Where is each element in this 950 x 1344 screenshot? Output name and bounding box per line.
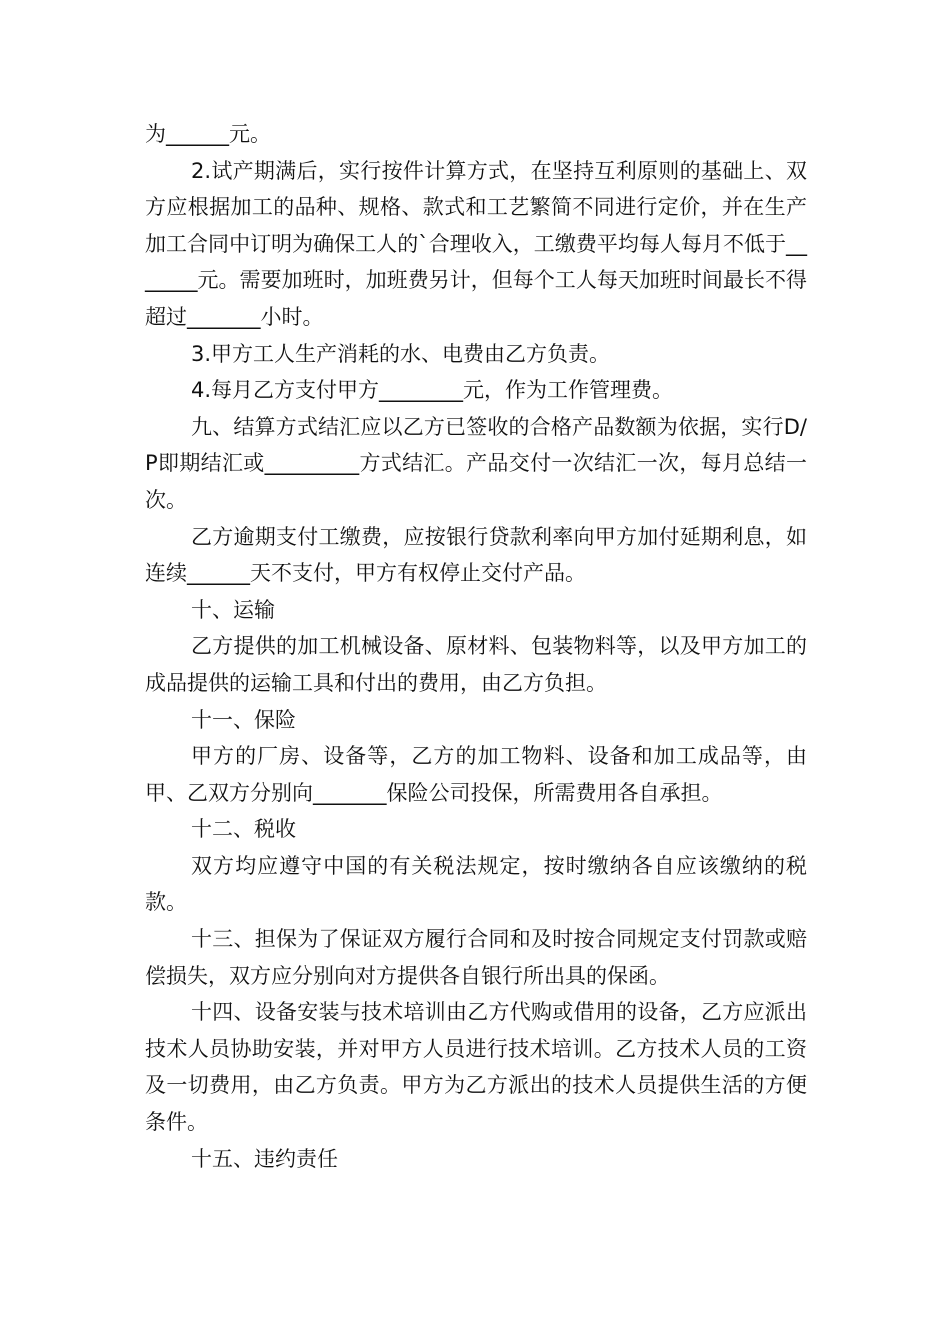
heading-liability: 十五、违约责任 bbox=[191, 1146, 338, 1171]
paragraph-guarantee: 十三、担保为了保证双方履行合同和及时按合同规定支付罚款或赔偿损失，双方应分别向对方提供各自银行所出具的保函。 bbox=[145, 927, 807, 988]
document-page bbox=[145, 116, 807, 1177]
heading-insurance: 十一、保险 bbox=[191, 707, 296, 732]
heading-transport: 十、运输 bbox=[191, 597, 275, 622]
paragraph-amount-continued: 为______元。 bbox=[145, 122, 271, 146]
paragraph-piece-rate: 2.试产期满后，实行按件计算方式，在坚持互利原则的基础上、双方应根据加工的品种、规格、款式和工艺繁简不同进行定价，并在生产加工合同中订明为确保工人的`合理收入，工缴费平均每人每月不低于_______元。需要加班时，加班费另计，但每个工人每天加班时间最长不得超过_______小时。 bbox=[145, 158, 807, 329]
heading-tax: 十二、税收 bbox=[191, 817, 296, 842]
paragraph-equipment-training: 十四、设备安装与技术培训由乙方代购或借用的设备，乙方应派出技术人员协助安装，并对甲方人员进行技术培训。乙方技术人员的工资及一切费用，由乙方负责。甲方为乙方派出的技术人员提供生活的方便条件。 bbox=[145, 1000, 807, 1135]
paragraph-settlement: 九、结算方式结汇应以乙方已签收的合格产品数额为依据，实行D/P即期结汇或_________方式结汇。产品交付一次结汇一次，每月总结一次。 bbox=[145, 414, 807, 512]
paragraph-late-payment: 乙方逾期支付工缴费，应按银行贷款利率向甲方加付延期利息，如连续______天不支付，甲方有权停止交付产品。 bbox=[145, 524, 807, 586]
paragraph-tax: 双方均应遵守中国的有关税法规定，按时缴纳各自应该缴纳的税款。 bbox=[145, 853, 807, 915]
paragraph-management-fee: 4.每月乙方支付甲方________元，作为工作管理费。 bbox=[191, 378, 674, 403]
paragraph-utilities: 3.甲方工人生产消耗的水、电费由乙方负责。 bbox=[191, 341, 611, 366]
paragraph-insurance: 甲方的厂房、设备等，乙方的加工物料、设备和加工成品等，由甲、乙双方分别向_______保险公司投保，所需费用各自承担。 bbox=[145, 744, 807, 805]
paragraph-transport: 乙方提供的加工机械设备、原材料、包装物料等，以及甲方加工的成品提供的运输工具和付出的费用，由乙方负担。 bbox=[145, 634, 807, 695]
